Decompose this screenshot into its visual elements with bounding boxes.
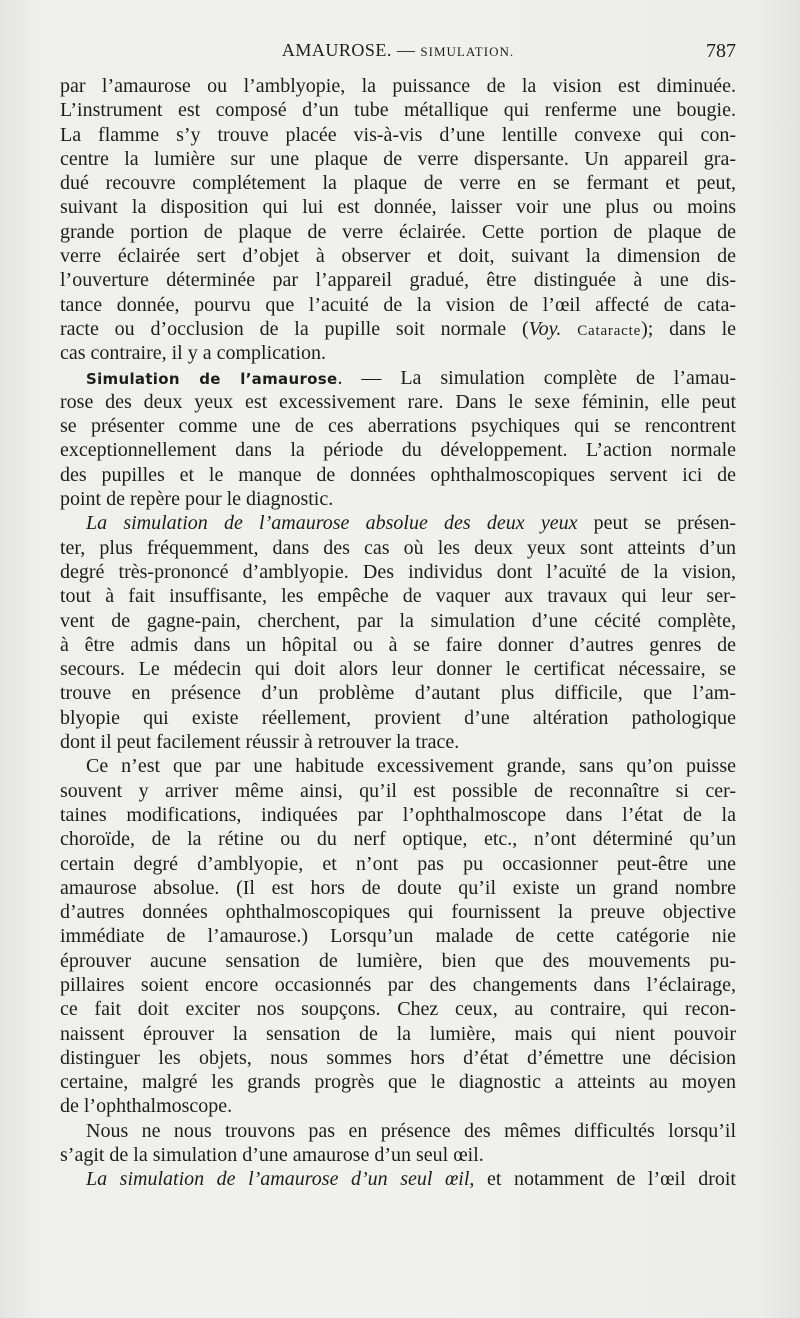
text-fragment: ); dans le (641, 317, 737, 340)
text-line: dont il peut facilement réussir à retrouver la trace. (60, 731, 460, 754)
running-title-dash: — (396, 40, 416, 60)
text-line: choroïde, de la rétine ou du nerf optique, etc., n’ont déterminé qu’un (60, 828, 736, 851)
running-title-main: AMAUROSE. (281, 40, 392, 60)
text-line: taines modifications, indiquées par l’ophthalmoscope dans l’état de la (60, 803, 736, 826)
text-line: rose des deux yeux est excessivement rare. Dans le sexe féminin, elle peut (60, 390, 736, 413)
text-line: souvent y arriver même ainsi, qu’il est possible de reconnaître si cer- (60, 779, 736, 802)
text-line: certaine, malgré les grands progrès que le diagnostic a atteints au moyen (60, 1071, 736, 1094)
italic-phrase: La simulation de l’amaurose absolue des deux yeux (86, 512, 578, 535)
text-line: amaurose absolue. (Il est hors de doute qu’il existe un grand nombre (60, 876, 736, 899)
text-fragment: racte ou d’occlusion de la pupille soit normale ( (60, 317, 529, 340)
text-line: par l’amaurose ou l’amblyopie, la puissance de la vision est diminuée. (60, 75, 736, 97)
text-line: tout à fait insuffisante, les empêche de vaquer aux travaux qui leur ser- (60, 585, 736, 608)
text-line: des pupilles et le manque de données ophthalmoscopiques servent ici de (60, 463, 736, 486)
text-line: l’ouverture déterminée par l’appareil gradué, être distinguée à une dis- (60, 269, 736, 292)
text-line: La flamme s’y trouve placée vis-à-vis d’une lentille convexe qui con- (60, 123, 736, 146)
text-line: éprouver aucune sensation de lumière, bien que des mouvements pu- (60, 949, 736, 972)
text-line: degré très-prononcé d’amblyopie. Des individus dont l’acuïté de la vision, (60, 560, 736, 583)
text-line (60, 366, 736, 390)
cataracte-reference: Cataracte (577, 322, 642, 339)
paragraph-4 (60, 754, 736, 1118)
text-line: trouve en présence d’un problème d’autant plus difficile, que l’am- (60, 682, 736, 705)
text-fragment: et notamment de l’œil droit (474, 1168, 736, 1191)
text-line (60, 1167, 736, 1191)
text-line: vent de gagne-pain, cherchent, par la simulation d’une cécité complète, (60, 609, 736, 632)
italic-phrase: La simulation de l’amaurose d’un seul œil, (86, 1168, 475, 1191)
text-line: Ce n’est que par une habitude excessivement grande, sans qu’on puisse (86, 755, 736, 778)
text-line: tance donnée, pourvu que l’acuité de la vision de l’œil affecté de cata- (60, 293, 736, 316)
text-line: immédiate de l’amaurose.) Lorsqu’un malade de cette catégorie nie (60, 925, 736, 948)
text-line: verre éclairée sert d’objet à observer et doit, suivant la dimension de (60, 245, 736, 268)
text-line: à être admis dans un hôpital ou à se faire donner d’autres genres de (60, 633, 736, 656)
section-heading: Simulation de l’amaurose (86, 369, 338, 388)
text-line: blyopie qui existe réellement, provient d’une altération pathologique (60, 706, 736, 729)
body-text (60, 74, 736, 1192)
text-line: L’instrument est composé d’un tube métallique qui renferme une bougie. (60, 99, 736, 122)
paragraph-3 (60, 511, 736, 754)
text-line: Nous ne nous trouvons pas en présence des mêmes difficultés lorsqu’il (86, 1119, 736, 1142)
running-title (60, 40, 736, 61)
text-line: centre la lumière sur une plaque de verre dispersante. Un appareil gra- (60, 147, 736, 170)
paragraph-6 (60, 1167, 736, 1191)
text-fragment: peut se présen- (577, 512, 737, 535)
text-line: de l’ophthalmoscope. (60, 1095, 233, 1118)
text-line: secours. Le médecin qui doit alors leur donner le certificat nécessaire, se (60, 658, 736, 681)
voy-reference: Voy. (528, 317, 562, 340)
text-line: point de repère pour le diagnostic. (60, 488, 334, 511)
text-line: exceptionnellement dans la période du développement. L’action normale (60, 439, 736, 462)
text-line: distinguer les objets, nous sommes hors d’état d’émettre une décision (60, 1046, 736, 1069)
text-line: ter, plus fréquemment, dans des cas où les deux yeux sont atteints d’un (60, 536, 736, 559)
page-number: 787 (706, 40, 736, 62)
text-line: naissent éprouver la sensation de la lumière, mais qui nient pouvoir (60, 1022, 736, 1045)
text-line: se présenter comme une de ces aberrations psychiques qui se rencontrent (60, 415, 736, 438)
text-line: s’agit de la simulation d’une amaurose d’un seul œil. (60, 1144, 484, 1167)
running-title-sub: SIMULATION. (420, 44, 515, 59)
text-line: cas contraire, il y a complication. (60, 342, 327, 365)
text-fragment: . — La simulation complète de l’amau- (337, 366, 736, 389)
text-line: certain degré d’amblyopie, et n’ont pas pu occasionner peut-être une (60, 852, 736, 875)
text-line (60, 317, 736, 341)
paragraph-1 (60, 74, 736, 366)
paragraph-5 (60, 1119, 736, 1168)
running-head (60, 40, 736, 68)
text-line (60, 511, 736, 535)
text-line: grande portion de plaque de verre éclairée. Cette portion de plaque de (60, 220, 736, 243)
text-line: pillaires soient encore occasionnés par des changements dans l’éclairage, (60, 973, 736, 996)
text-line: d’autres données ophthalmoscopiques qui fournissent la preuve objective (60, 901, 736, 924)
text-line: suivant la disposition qui lui est donnée, laisser voir une plus ou moins (60, 196, 736, 219)
text-line: dué recouvre complétement la plaque de verre en se fermant et peut, (60, 172, 736, 195)
paragraph-2 (60, 366, 736, 512)
text-line: ce fait doit exciter nos soupçons. Chez ceux, au contraire, qui recon- (60, 998, 736, 1021)
